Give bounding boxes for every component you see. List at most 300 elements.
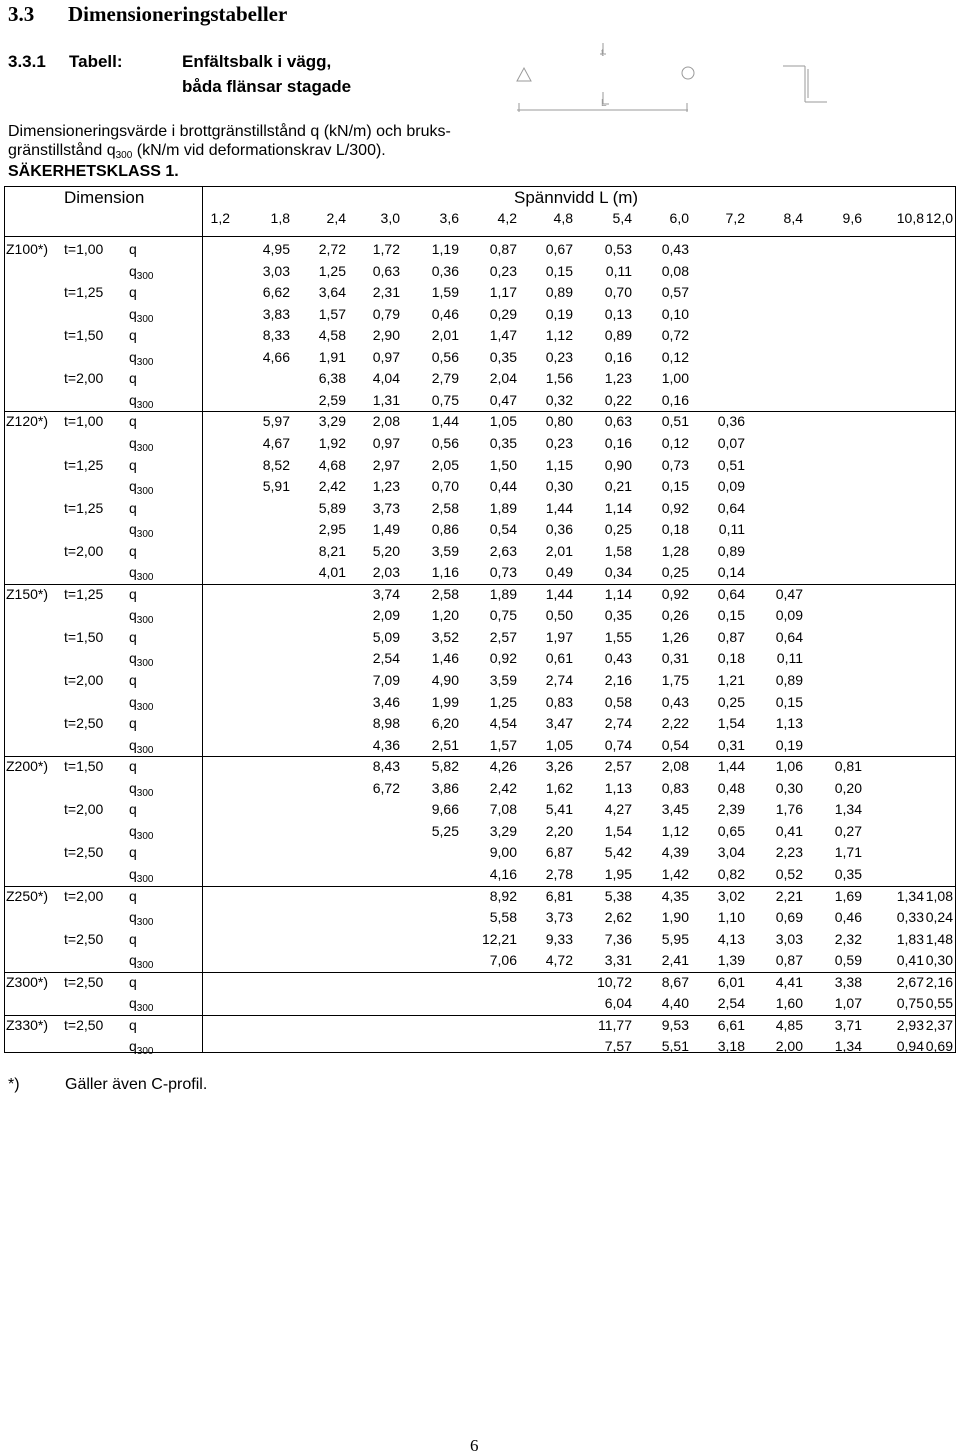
q-value-cell: 2,72 bbox=[318, 241, 346, 257]
q-value-cell: 7,36 bbox=[604, 930, 632, 947]
q-value-cell: 0,51 bbox=[661, 413, 689, 430]
q300-value-cell: 0,09 bbox=[775, 607, 803, 624]
subsection-title-line1: Enfältsbalk i vägg, bbox=[182, 52, 332, 71]
table-row-q300 bbox=[0, 392, 960, 414]
q-value-cell: 1,69 bbox=[834, 887, 862, 904]
q-value-cell: 5,89 bbox=[318, 499, 346, 516]
q300-value-cell: 0,87 bbox=[775, 952, 803, 969]
q-value-cell: 8,43 bbox=[372, 758, 400, 775]
table-row-q300 bbox=[0, 1038, 960, 1060]
q-value-cell: 0,90 bbox=[604, 456, 632, 473]
q300-value-cell: 6,72 bbox=[372, 779, 400, 796]
q300-value-cell: 0,16 bbox=[604, 434, 632, 451]
q300-value-cell: 1,90 bbox=[661, 909, 689, 926]
q300-value-cell: 0,55 bbox=[925, 995, 953, 1012]
thickness-label: t=2,50 bbox=[64, 715, 104, 732]
q-value-cell: 2,32 bbox=[834, 930, 862, 947]
q300-value-cell: 0,48 bbox=[717, 779, 745, 796]
q-value-cell: 4,04 bbox=[372, 370, 400, 387]
table-row-q bbox=[0, 241, 960, 263]
q-value-cell: 2,05 bbox=[431, 456, 459, 473]
span-header: Spännvidd L (m) bbox=[514, 188, 639, 207]
q300-label: $q_{300}$ bbox=[129, 391, 154, 411]
q300-value-cell: 0,30 bbox=[545, 478, 573, 495]
q300-value-cell: 0,43 bbox=[604, 650, 632, 667]
q-value-cell: 9,00 bbox=[489, 844, 517, 861]
table-row-q bbox=[0, 715, 960, 737]
q-value-cell: 3,02 bbox=[717, 887, 745, 904]
q300-value-cell: 3,18 bbox=[717, 1038, 745, 1055]
q300-value-cell: 0,09 bbox=[717, 478, 745, 495]
q300-label: $q_{300}$ bbox=[129, 865, 154, 885]
q-value-cell: 1,76 bbox=[775, 801, 803, 818]
q300-value-cell: 0,10 bbox=[661, 305, 689, 322]
q300-value-cell: 1,34 bbox=[834, 1038, 862, 1055]
q300-value-cell: 0,54 bbox=[489, 521, 517, 538]
thickness-label: t=2,00 bbox=[64, 801, 104, 818]
q-value-cell: 9,66 bbox=[431, 801, 459, 818]
table-row-q300 bbox=[0, 607, 960, 629]
thickness-label: t=1,50 bbox=[64, 758, 104, 775]
table-row-q300 bbox=[0, 478, 960, 500]
q-value-cell: 2,58 bbox=[431, 499, 459, 516]
q-value-cell: 9,53 bbox=[661, 1016, 689, 1033]
q-value-cell: 1,97 bbox=[545, 628, 573, 645]
q-label: q bbox=[129, 801, 137, 818]
q-value-cell: 4,95 bbox=[262, 241, 290, 257]
q300-value-cell: 1,46 bbox=[431, 650, 459, 667]
q300-value-cell: 4,72 bbox=[545, 952, 573, 969]
q300-value-cell: 4,67 bbox=[262, 434, 290, 451]
q-value-cell: 4,58 bbox=[318, 327, 346, 344]
subsection-label: Tabell: bbox=[69, 52, 123, 71]
q300-value-cell: 2,95 bbox=[318, 521, 346, 538]
q300-label: $q_{300}$ bbox=[129, 348, 154, 368]
q300-value-cell: 0,52 bbox=[775, 865, 803, 882]
q300-value-cell: 0,16 bbox=[604, 348, 632, 365]
q300-value-cell: 0,23 bbox=[545, 434, 573, 451]
q-value-cell: 6,38 bbox=[318, 370, 346, 387]
table-row-q300 bbox=[0, 650, 960, 672]
z-profile-icon bbox=[783, 66, 827, 102]
q300-value-cell: 0,36 bbox=[545, 521, 573, 538]
group-separator bbox=[4, 1015, 956, 1016]
q-value-cell: 2,08 bbox=[661, 758, 689, 775]
q300-value-cell: 1,57 bbox=[489, 736, 517, 753]
q-value-cell: 0,64 bbox=[775, 628, 803, 645]
intro-line-1: Dimensioneringsvärde i brottgränstillstånd q (kN/m) och bruks- bbox=[8, 123, 451, 140]
q300-value-cell: 0,59 bbox=[834, 952, 862, 969]
q300-label: $q_{300}$ bbox=[129, 1038, 154, 1058]
q-value-cell: 3,03 bbox=[775, 930, 803, 947]
q-value-cell: 1,48 bbox=[925, 930, 953, 947]
q-value-cell: 12,21 bbox=[481, 930, 517, 947]
span-value: 12,0 bbox=[925, 210, 953, 226]
q-value-cell: 2,22 bbox=[661, 715, 689, 732]
q-value-cell: 0,73 bbox=[661, 456, 689, 473]
table-row-q bbox=[0, 672, 960, 694]
table-row-q bbox=[0, 974, 960, 996]
q-value-cell: 0,43 bbox=[661, 241, 689, 257]
q-value-cell: 1,14 bbox=[604, 499, 632, 516]
q300-value-cell: 1,10 bbox=[717, 909, 745, 926]
q300-value-cell: 2,78 bbox=[545, 865, 573, 882]
q-value-cell: 7,08 bbox=[489, 801, 517, 818]
q300-value-cell: 0,16 bbox=[661, 391, 689, 408]
q-value-cell: 0,81 bbox=[834, 758, 862, 775]
section-number: 3.3 bbox=[8, 2, 35, 26]
q300-value-cell: 0,83 bbox=[661, 779, 689, 796]
thickness-label: t=1,25 bbox=[64, 284, 104, 301]
q300-value-cell: 0,75 bbox=[489, 607, 517, 624]
q-value-cell: 2,63 bbox=[489, 542, 517, 559]
q300-value-cell: 5,58 bbox=[489, 909, 517, 926]
q-value-cell: 1,59 bbox=[431, 284, 459, 301]
span-value: 1,8 bbox=[270, 210, 290, 226]
q300-value-cell: 2,54 bbox=[717, 995, 745, 1012]
q300-value-cell: 0,11 bbox=[776, 650, 803, 667]
q300-value-cell: 0,15 bbox=[717, 607, 745, 624]
q300-value-cell: 0,70 bbox=[431, 478, 459, 495]
q300-value-cell: 0,29 bbox=[489, 305, 517, 322]
q300-value-cell: 0,74 bbox=[604, 736, 632, 753]
q-value-cell: 3,38 bbox=[834, 973, 862, 990]
q300-value-cell: 0,19 bbox=[775, 736, 803, 753]
q300-label: $q_{300}$ bbox=[129, 262, 154, 282]
q300-value-cell: 0,69 bbox=[775, 909, 803, 926]
q300-value-cell: 0,08 bbox=[661, 262, 689, 279]
header-divider bbox=[5, 236, 955, 237]
thickness-label: t=2,50 bbox=[64, 844, 104, 861]
q-label: q bbox=[129, 413, 137, 430]
q-value-cell: 2,58 bbox=[431, 585, 459, 602]
table-row-q300 bbox=[0, 866, 960, 888]
q300-value-cell: 0,63 bbox=[372, 262, 400, 279]
q300-value-cell: 0,61 bbox=[545, 650, 573, 667]
q300-value-cell: 0,18 bbox=[717, 650, 745, 667]
table-row-q300 bbox=[0, 263, 960, 285]
q-value-cell: 8,33 bbox=[262, 327, 290, 344]
q300-label: $q_{300}$ bbox=[129, 909, 154, 929]
q-value-cell: 3,59 bbox=[489, 672, 517, 688]
q300-value-cell: 2,42 bbox=[489, 779, 517, 796]
thickness-label: t=2,00 bbox=[64, 672, 104, 688]
q300-value-cell: 1,92 bbox=[318, 434, 346, 451]
q-value-cell: 1,08 bbox=[925, 887, 953, 904]
q300-value-cell: 1,31 bbox=[372, 391, 400, 408]
page-number: 6 bbox=[470, 1436, 479, 1455]
dimension-label: Z300*) bbox=[6, 973, 49, 990]
q300-value-cell: 0,12 bbox=[661, 348, 689, 365]
q300-value-cell: 0,73 bbox=[489, 564, 517, 581]
q-value-cell: 0,53 bbox=[604, 241, 632, 257]
span-value: 4,8 bbox=[553, 210, 573, 226]
q300-value-cell: 4,36 bbox=[372, 736, 400, 753]
q-value-cell: 6,61 bbox=[717, 1016, 745, 1033]
q300-value-cell: 1,20 bbox=[431, 607, 459, 624]
q-value-cell: 6,87 bbox=[545, 844, 573, 861]
q-value-cell: 2,39 bbox=[717, 801, 745, 818]
q-value-cell: 1,26 bbox=[661, 628, 689, 645]
q300-label: $q_{300}$ bbox=[129, 736, 154, 756]
q-value-cell: 4,68 bbox=[318, 456, 346, 473]
q300-value-cell: 1,42 bbox=[661, 865, 689, 882]
table-row-q bbox=[0, 457, 960, 479]
q300-value-cell: 0,25 bbox=[661, 564, 689, 581]
q300-value-cell: 0,21 bbox=[604, 478, 632, 495]
q300-value-cell: 3,29 bbox=[489, 822, 517, 839]
q-value-cell: 3,45 bbox=[661, 801, 689, 818]
dimension-label: Z250*) bbox=[6, 887, 49, 904]
q-value-cell: 5,97 bbox=[262, 413, 290, 430]
q-value-cell: 1,34 bbox=[896, 887, 924, 904]
q300-value-cell: 0,27 bbox=[834, 822, 862, 839]
dimension-label: Z150*) bbox=[6, 585, 49, 602]
q300-value-cell: 3,31 bbox=[604, 952, 632, 969]
q-value-cell: 0,80 bbox=[545, 413, 573, 430]
q300-value-cell: 1,99 bbox=[431, 693, 459, 710]
safety-class: SÄKERHETSKLASS 1. bbox=[8, 163, 179, 180]
table-row-q bbox=[0, 888, 960, 910]
table-row-q bbox=[0, 543, 960, 565]
q300-value-cell: 0,22 bbox=[604, 391, 632, 408]
q300-value-cell: 0,97 bbox=[372, 434, 400, 451]
q300-value-cell: 0,46 bbox=[834, 909, 862, 926]
q-value-cell: 2,37 bbox=[925, 1016, 953, 1033]
q300-value-cell: 0,18 bbox=[661, 521, 689, 538]
q300-value-cell: 4,16 bbox=[489, 865, 517, 882]
q-label: q bbox=[129, 844, 137, 861]
q300-value-cell: 0,58 bbox=[604, 693, 632, 710]
dimension-label: Z100*) bbox=[6, 241, 49, 257]
beam-figure bbox=[517, 43, 827, 112]
q-label: q bbox=[129, 715, 137, 732]
q300-value-cell: 0,30 bbox=[775, 779, 803, 796]
thickness-label: t=2,50 bbox=[64, 973, 104, 990]
q-value-cell: 4,54 bbox=[489, 715, 517, 732]
q-value-cell: 1,00 bbox=[661, 370, 689, 387]
q-value-cell: 1,75 bbox=[661, 672, 689, 688]
q-value-cell: 1,13 bbox=[775, 715, 803, 732]
q-value-cell: 2,90 bbox=[372, 327, 400, 344]
q-label: q bbox=[129, 887, 137, 904]
q-value-cell: 0,92 bbox=[661, 585, 689, 602]
q300-value-cell: 1,12 bbox=[661, 822, 689, 839]
table-row-q300 bbox=[0, 909, 960, 931]
q300-value-cell: 3,86 bbox=[431, 779, 459, 796]
span-value: 8,4 bbox=[783, 210, 803, 226]
q300-value-cell: 0,97 bbox=[372, 348, 400, 365]
table-row-q300 bbox=[0, 737, 960, 759]
q-value-cell: 2,93 bbox=[896, 1016, 924, 1033]
q-value-cell: 8,67 bbox=[661, 973, 689, 990]
table-row-q300 bbox=[0, 694, 960, 716]
q-value-cell: 0,67 bbox=[545, 241, 573, 257]
q300-value-cell: 7,57 bbox=[604, 1038, 632, 1055]
q-value-cell: 0,87 bbox=[489, 241, 517, 257]
q-value-cell: 2,57 bbox=[604, 758, 632, 775]
q-value-cell: 3,29 bbox=[318, 413, 346, 430]
q-value-cell: 1,89 bbox=[489, 499, 517, 516]
q-value-cell: 1,28 bbox=[661, 542, 689, 559]
group-separator bbox=[4, 756, 956, 757]
q-value-cell: 3,26 bbox=[545, 758, 573, 775]
q-value-cell: 0,89 bbox=[775, 672, 803, 688]
table-row-q bbox=[0, 370, 960, 392]
q300-value-cell: 0,32 bbox=[545, 391, 573, 408]
q-value-cell: 2,79 bbox=[431, 370, 459, 387]
q-label: q bbox=[129, 499, 137, 516]
q-label: q bbox=[129, 284, 137, 301]
q300-value-cell: 0,36 bbox=[431, 262, 459, 279]
q300-value-cell: 0,65 bbox=[717, 822, 745, 839]
q300-value-cell: 0,75 bbox=[431, 391, 459, 408]
q-value-cell: 0,72 bbox=[661, 327, 689, 344]
q300-value-cell: 1,16 bbox=[431, 564, 459, 581]
q300-value-cell: 1,25 bbox=[318, 262, 346, 279]
q-value-cell: 2,74 bbox=[604, 715, 632, 732]
q-value-cell: 2,57 bbox=[489, 628, 517, 645]
thickness-label: t=1,25 bbox=[64, 456, 104, 473]
footnote-text: Gäller även C-profil. bbox=[65, 1076, 208, 1093]
q-value-cell: 1,58 bbox=[604, 542, 632, 559]
span-value: 5,4 bbox=[612, 210, 632, 226]
dimension-label: Z120*) bbox=[6, 413, 49, 430]
q-value-cell: 0,92 bbox=[661, 499, 689, 516]
q-value-cell: 5,95 bbox=[661, 930, 689, 947]
thickness-label: t=2,00 bbox=[64, 370, 104, 387]
q300-value-cell: 5,91 bbox=[262, 478, 290, 495]
thickness-label: t=1,25 bbox=[64, 585, 104, 602]
table-row-q300 bbox=[0, 349, 960, 371]
q-value-cell: 3,52 bbox=[431, 628, 459, 645]
thickness-label: t=2,50 bbox=[64, 930, 104, 947]
q300-value-cell: 2,41 bbox=[661, 952, 689, 969]
q300-value-cell: 0,79 bbox=[372, 305, 400, 322]
table-row-q300 bbox=[0, 995, 960, 1017]
q-value-cell: 0,89 bbox=[604, 327, 632, 344]
q300-value-cell: 1,23 bbox=[372, 478, 400, 495]
q300-value-cell: 2,51 bbox=[431, 736, 459, 753]
span-value: 1,2 bbox=[210, 210, 230, 226]
q-value-cell: 1,44 bbox=[545, 499, 573, 516]
q300-value-cell: 0,33 bbox=[896, 909, 924, 926]
q300-value-cell: 1,39 bbox=[717, 952, 745, 969]
q300-value-cell: 0,15 bbox=[545, 262, 573, 279]
q300-label: $q_{300}$ bbox=[129, 607, 154, 627]
q-value-cell: 2,16 bbox=[925, 973, 953, 990]
q-value-cell: 1,44 bbox=[545, 585, 573, 602]
q300-value-cell: 1,62 bbox=[545, 779, 573, 796]
q-label: q bbox=[129, 585, 137, 602]
q300-value-cell: 6,04 bbox=[604, 995, 632, 1012]
group-separator bbox=[4, 972, 956, 973]
q-value-cell: 1,17 bbox=[489, 284, 517, 301]
q-value-cell: 5,42 bbox=[604, 844, 632, 861]
table-row-q300 bbox=[0, 823, 960, 845]
q-value-cell: 2,23 bbox=[775, 844, 803, 861]
q-value-cell: 4,35 bbox=[661, 887, 689, 904]
q300-label: $q_{300}$ bbox=[129, 650, 154, 670]
q-value-cell: 2,01 bbox=[545, 542, 573, 559]
q300-value-cell: 0,82 bbox=[717, 865, 745, 882]
q300-label: $q_{300}$ bbox=[129, 564, 154, 584]
q300-value-cell: 0,69 bbox=[925, 1038, 953, 1055]
q300-label: $q_{300}$ bbox=[129, 995, 154, 1015]
q300-value-cell: 4,01 bbox=[318, 564, 346, 581]
q300-value-cell: 0,31 bbox=[717, 736, 745, 753]
q-value-cell: 0,64 bbox=[717, 585, 745, 602]
q300-value-cell: 5,51 bbox=[661, 1038, 689, 1055]
q-value-cell: 4,13 bbox=[717, 930, 745, 947]
q-value-cell: 3,47 bbox=[545, 715, 573, 732]
table-row-q bbox=[0, 801, 960, 823]
q300-value-cell: 0,11 bbox=[718, 521, 745, 538]
q300-label: $q_{300}$ bbox=[129, 952, 154, 972]
q300-value-cell: 0,43 bbox=[661, 693, 689, 710]
q-value-cell: 5,41 bbox=[545, 801, 573, 818]
q300-value-cell: 0,92 bbox=[489, 650, 517, 667]
table-row-q bbox=[0, 586, 960, 608]
table-row-q bbox=[0, 500, 960, 522]
q300-label: $q_{300}$ bbox=[129, 521, 154, 541]
span-value: 9,6 bbox=[842, 210, 862, 226]
group-separator bbox=[4, 411, 956, 412]
table-row-q bbox=[0, 284, 960, 306]
span-value: 2,4 bbox=[326, 210, 346, 226]
q300-value-cell: 0,30 bbox=[925, 952, 953, 969]
q-value-cell: 2,01 bbox=[431, 327, 459, 344]
q300-label: $q_{300}$ bbox=[129, 434, 154, 454]
q-value-cell: 1,47 bbox=[489, 327, 517, 344]
span-value: 10,8 bbox=[896, 210, 924, 226]
thickness-label: t=2,00 bbox=[64, 887, 104, 904]
q300-value-cell: 1,25 bbox=[489, 693, 517, 710]
span-value: 3,0 bbox=[380, 210, 400, 226]
q-value-cell: 5,38 bbox=[604, 887, 632, 904]
section-heading bbox=[8, 2, 287, 27]
q-value-cell: 1,44 bbox=[717, 758, 745, 775]
thickness-label: t=1,50 bbox=[64, 327, 104, 344]
q-value-cell: 7,09 bbox=[372, 672, 400, 688]
q300-label: $q_{300}$ bbox=[129, 779, 154, 799]
q-label: q bbox=[129, 241, 137, 257]
q-value-cell: 3,59 bbox=[431, 542, 459, 559]
q-value-cell: 1,83 bbox=[896, 930, 924, 947]
thickness-label: t=2,00 bbox=[64, 542, 104, 559]
table-row-q bbox=[0, 327, 960, 349]
q300-value-cell: 0,41 bbox=[896, 952, 924, 969]
q-value-cell: 1,23 bbox=[604, 370, 632, 387]
q300-label: $q_{300}$ bbox=[129, 822, 154, 842]
group-separator bbox=[4, 886, 956, 887]
q300-value-cell: 3,73 bbox=[545, 909, 573, 926]
q-value-cell: 1,72 bbox=[372, 241, 400, 257]
table-row-q bbox=[0, 844, 960, 866]
pin-support-icon bbox=[517, 68, 531, 81]
q-value-cell: 4,90 bbox=[431, 672, 459, 688]
q-value-cell: 0,63 bbox=[604, 413, 632, 430]
q-value-cell: 0,47 bbox=[775, 585, 803, 602]
q-value-cell: 2,08 bbox=[372, 413, 400, 430]
q-value-cell: 3,71 bbox=[834, 1016, 862, 1033]
q300-value-cell: 0,35 bbox=[834, 865, 862, 882]
q300-value-cell: 0,41 bbox=[775, 822, 803, 839]
footnote-mark: *) bbox=[8, 1076, 20, 1093]
q-value-cell: 2,04 bbox=[489, 370, 517, 387]
q300-value-cell: 2,09 bbox=[372, 607, 400, 624]
q300-value-cell: 0,35 bbox=[489, 348, 517, 365]
